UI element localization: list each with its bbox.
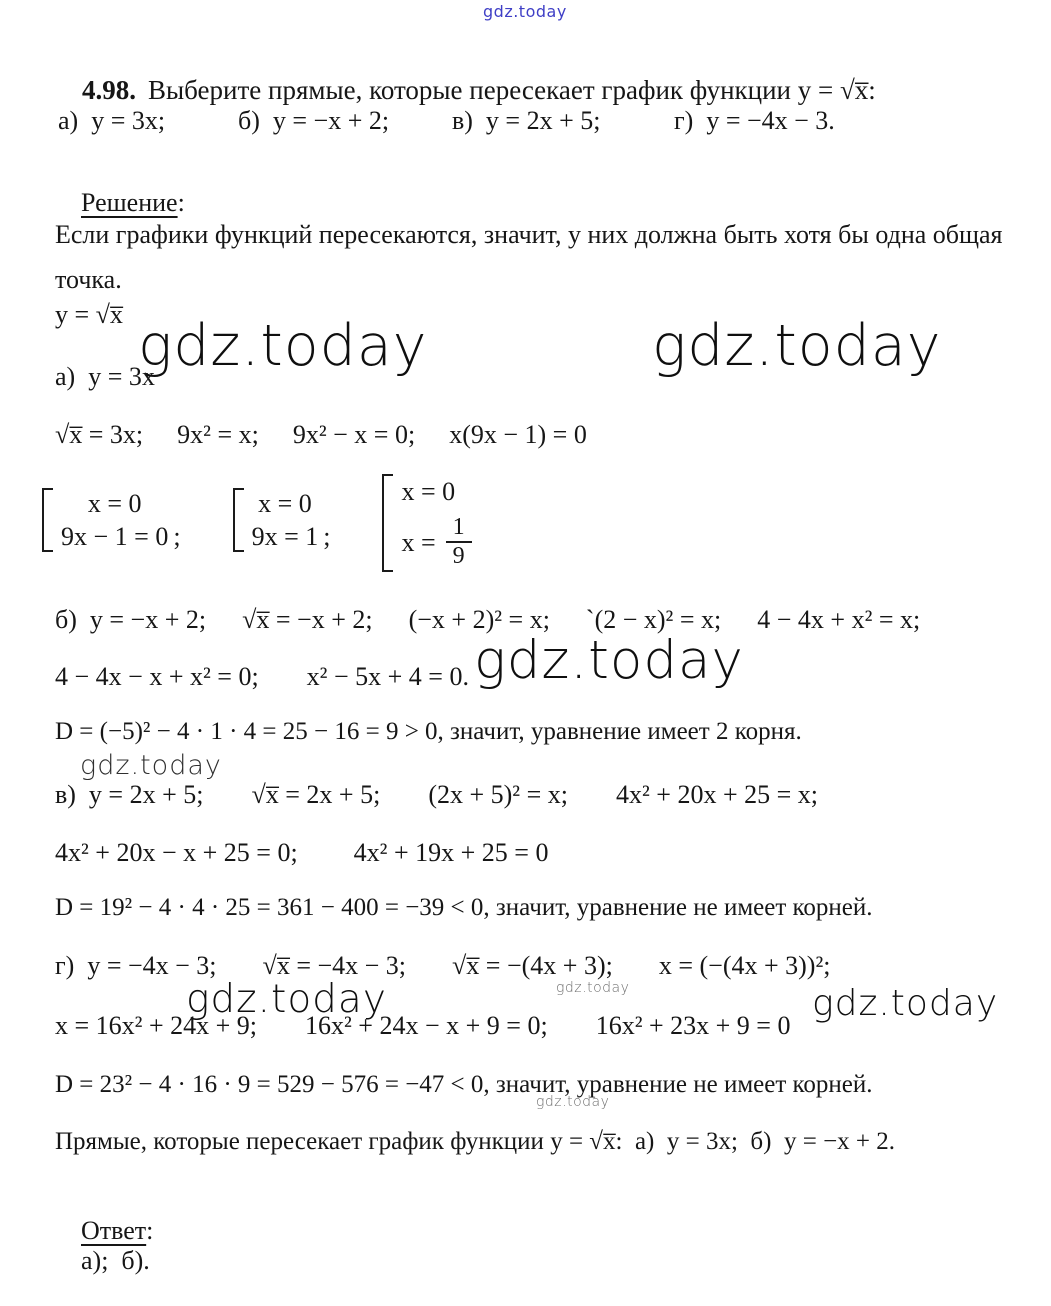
watermark-top: gdz.today	[483, 2, 567, 21]
equation-step: √x̅ = −4x − 3;	[262, 951, 407, 980]
system-1	[42, 488, 181, 552]
option-v: в) y = 2x + 5;	[452, 106, 601, 135]
option-b: б) y = −x + 2;	[238, 106, 390, 135]
fraction	[446, 514, 472, 570]
case-v-steps-1	[55, 780, 818, 810]
answer-text: а); б).	[81, 1246, 150, 1275]
equation-step: √x̅ = 2x + 5;	[251, 780, 381, 809]
base-function: y = √x̅	[55, 300, 123, 329]
watermark-medium-2: gdz.today	[812, 983, 999, 1024]
equation-step: √x̅ = 3x;	[55, 420, 144, 449]
equation-step: 16x² + 23x + 9 = 0	[595, 1011, 791, 1040]
equation-step: x² − 5x + 4 = 0.	[306, 662, 469, 691]
watermark-large-1: gdz.today	[138, 313, 428, 379]
watermark-large-2: gdz.today	[652, 313, 942, 379]
fraction-lhs: x =	[401, 527, 436, 557]
case-b-steps-2	[55, 662, 469, 692]
system-line-fraction	[401, 514, 471, 570]
equation-step: (−x + 2)² = x;	[408, 605, 550, 634]
equation-step: 9x² − x = 0;	[292, 420, 416, 449]
case-v-discriminant: D = 19² − 4 · 4 · 25 = 361 − 400 = −39 < 0, значит, уравнение не имеет корней.	[55, 894, 873, 921]
case-v-steps-2	[55, 838, 548, 868]
fraction-denominator: 9	[452, 543, 465, 569]
case-g-steps-2	[55, 1011, 790, 1041]
conclusion-line: Прямые, которые пересекает график функции y = √x̅: а) y = 3x; б) y = −x + 2.	[55, 1128, 896, 1155]
equation-step: в) y = 2x + 5;	[55, 780, 204, 809]
equation-step: x(9x − 1) = 0	[449, 420, 587, 449]
problem-statement: Выберите прямые, которые пересекает график функции y = √x̅:	[148, 75, 876, 105]
system-line: 9x = 1	[251, 522, 319, 551]
equation-step: 4x² + 20x + 25 = x;	[615, 780, 818, 809]
equation-step: x = 16x² + 24x + 9;	[55, 1011, 258, 1040]
case-g-steps-1	[55, 951, 830, 981]
system-3-lines	[401, 474, 471, 572]
solution-heading-word: Решение	[81, 188, 178, 217]
systems-row	[42, 474, 472, 572]
answer-label: Ответ	[81, 1216, 147, 1245]
watermark-tiny-2: gdz.today	[536, 1094, 610, 1110]
left-bracket-icon	[42, 488, 53, 552]
equation-step: 4x² + 19x + 25 = 0	[353, 838, 549, 867]
system-line: 9x − 1 = 0	[61, 522, 169, 551]
equation-step: 4x² + 20x − x + 25 = 0;	[55, 838, 298, 867]
answer-line	[55, 1186, 153, 1306]
option-a: а) y = 3x;	[58, 106, 166, 135]
system-line: x = 0	[401, 477, 456, 506]
answer-colon: :	[146, 1216, 154, 1245]
equation-step: б) y = −x + 2;	[55, 605, 207, 634]
left-bracket-icon	[233, 488, 244, 552]
system-separator: ;	[173, 522, 181, 551]
equation-step: 9x² = x;	[177, 420, 259, 449]
case-a-steps	[55, 420, 587, 450]
left-bracket-icon	[382, 474, 393, 572]
equation-step: 16x² + 24x − x + 9 = 0;	[305, 1011, 548, 1040]
watermark-medium-1: gdz.today	[186, 977, 387, 1022]
case-b-discriminant: D = (−5)² − 4 · 1 · 4 = 25 − 16 = 9 > 0, значит, уравнение имеет 2 корня.	[55, 718, 802, 745]
solution-heading-colon: :	[177, 188, 185, 217]
equation-step: ˋ(2 − x)² = x;	[585, 605, 722, 634]
equation-step: (2x + 5)² = x;	[428, 780, 568, 809]
equation-step: 4 − 4x + x² = x;	[757, 605, 921, 634]
equation-step: x = (−(4x + 3))²;	[658, 951, 831, 980]
system-1-lines	[61, 488, 168, 552]
system-2	[233, 488, 331, 552]
equation-step: 4 − 4x − x + x² = 0;	[55, 662, 259, 691]
system-3	[382, 474, 471, 572]
problem-number: 4.98.	[82, 75, 136, 105]
watermark-tiny-1: gdz.today	[556, 980, 630, 996]
system-separator: ;	[323, 522, 331, 551]
equation-step: г) y = −4x − 3;	[55, 951, 217, 980]
intro-paragraph: Если графики функций пересекаются, значит, у них должна быть хотя бы одна общая точка.	[55, 220, 1003, 294]
equation-step: √x̅ = −(4x + 3);	[452, 951, 613, 980]
system-2-lines	[252, 488, 319, 552]
watermark-large-3: gdz.today	[474, 630, 744, 691]
fraction-numerator: 1	[446, 514, 472, 543]
option-g: г) y = −4x − 3.	[674, 106, 835, 135]
system-line: x = 0	[258, 489, 312, 518]
equation-step: √x̅ = −x + 2;	[242, 605, 373, 634]
watermark-small-1: gdz.today	[80, 750, 222, 781]
case-g-discriminant: D = 23² − 4 · 16 · 9 = 529 − 576 = −47 < 0, значит, уравнение не имеет корней.	[55, 1071, 873, 1098]
system-line: x = 0	[87, 489, 142, 518]
case-a-label: а) y = 3x	[55, 362, 155, 391]
